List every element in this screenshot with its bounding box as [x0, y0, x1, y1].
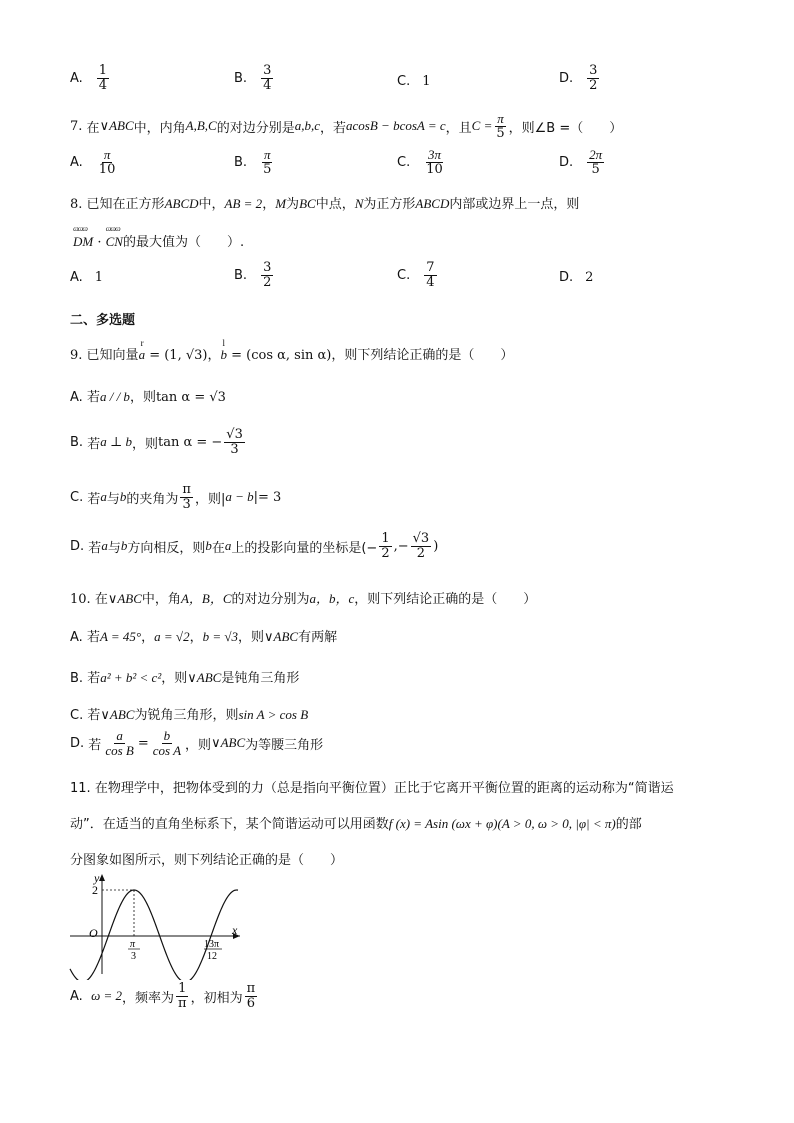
q9-option-a: A. 若a / / b，则tan α = √3	[70, 389, 226, 405]
q10-option-b: B. 若a² + b² < c²，则∨ABC是钝角三角形	[70, 670, 300, 686]
q8-option-b: B. $\frac{3}{2}$	[234, 260, 272, 290]
y-tick-label: 2	[92, 883, 98, 897]
y-axis-label: y	[94, 871, 100, 885]
q8-option-d: D. 2	[559, 270, 594, 285]
x-tick-2-den: 12	[207, 951, 217, 962]
q11-stem-line1: 11. 在物理学中，把物体受到的力（总是指向平衡位置）正比于它离开平衡位置的距离的运动称为“简谐运	[70, 781, 674, 796]
fraction: $\frac{\pi}{5}$	[496, 111, 505, 141]
q8-option-a: A. 1	[70, 270, 104, 285]
q7-option-d: D. $\frac{2\pi}{5}$	[559, 147, 603, 177]
q6-option-d: D. $\frac{3}{2}$	[559, 63, 598, 93]
q10-option-a: A. 若A = 45°，a = √2，b = √3，则∨ABC有两解	[70, 629, 338, 645]
q7-option-b: B. $\frac{\pi}{5}$	[234, 147, 272, 177]
q8-stem-line1: 8. 已知在正方形ABCD中，AB = 2，M为BC中点，N为正方形ABCD内部或边界上一点，则	[70, 196, 580, 212]
q6-option-c: C. 1	[397, 74, 431, 89]
q9-option-b: B. 若 a ⊥ b ，则 tan α = − $\frac{√3}{3}$	[70, 427, 243, 457]
x-tick-1-den: 3	[131, 951, 136, 962]
q11-option-a: A. ω = 2 ，频率为 $\frac{1}{\pi}$ ，初相为 $\frac{\pi}{6}$	[70, 981, 256, 1011]
x-tick-2-num: 13π	[204, 939, 220, 950]
q8-option-c: C. $\frac{7}{4}$	[397, 260, 435, 290]
fraction: $\frac{1}{4}$	[98, 63, 108, 93]
sine-graph	[66, 870, 246, 980]
q7-stem: 7. 在 ∨ABC 中，内角 A,B,C 的对边分别是 a,b,c ，若 acosB − bcosA = c ，且 C = $\frac{\pi}{5}$ ，则∠B =（ ）	[70, 111, 623, 141]
x-axis-label: x	[232, 923, 238, 937]
q10-option-c: C. 若∨ABC为锐角三角形，则sin A > cos B	[70, 707, 309, 723]
q9-option-c: C. 若 a 与 b 的夹角为 $\frac{\pi}{3}$ ，则| a − b |= 3	[70, 482, 282, 512]
fraction: $\frac{3}{4}$	[263, 63, 272, 93]
origin-label: O	[89, 926, 98, 940]
q9-option-d: D. 若 a 与 b 方向相反，则 b 在 a 上的投影向量的坐标是(− $\frac{1}{2}$ ,− $\frac{√3}{2}$ )	[70, 531, 439, 561]
q11-stem-line3: 分图象如图所示，则下列结论正确的是（ ）	[70, 853, 344, 868]
section-heading: 二、多选题	[70, 313, 136, 328]
q10-stem: 10. 在∨ABC中，角A，B，C的对边分别为a，b，c，则下列结论正确的是（ ）	[70, 591, 537, 607]
x-tick-1-num: π	[130, 939, 136, 950]
q9-stem: 9. 已知向量r a = (1, √3)，l b = (cos α, sin α)，则下列结论正确的是（ ）	[70, 344, 513, 363]
q6-option-a: A. $\frac{1}{4}$	[70, 63, 108, 93]
q7-option-c: C. $\frac{3\pi}{10}$	[397, 147, 443, 177]
y-axis-arrow-icon	[99, 874, 105, 881]
q7-option-a: A. $\frac{\pi}{10}$	[70, 147, 116, 177]
q6-option-b: B. $\frac{3}{4}$	[234, 63, 272, 93]
fraction: $\frac{3}{2}$	[589, 63, 598, 93]
q10-option-d: D. 若 $\frac{a}{\text{cos B}}$ = $\frac{b}{\text{cos A}}$ ，则 ∨ABC 为等腰三角形	[70, 728, 324, 758]
q11-stem-line2: 动”．在适当的直角坐标系下，某个简谐运动可以用函数f (x) = Asin (ωx + φ)(A > 0, ω > 0, |φ| < π)的部	[70, 816, 642, 832]
q8-stem-line2: ɷɷɷ DM · ɷɷɷ CN的最大值为（ ）.	[73, 231, 244, 250]
